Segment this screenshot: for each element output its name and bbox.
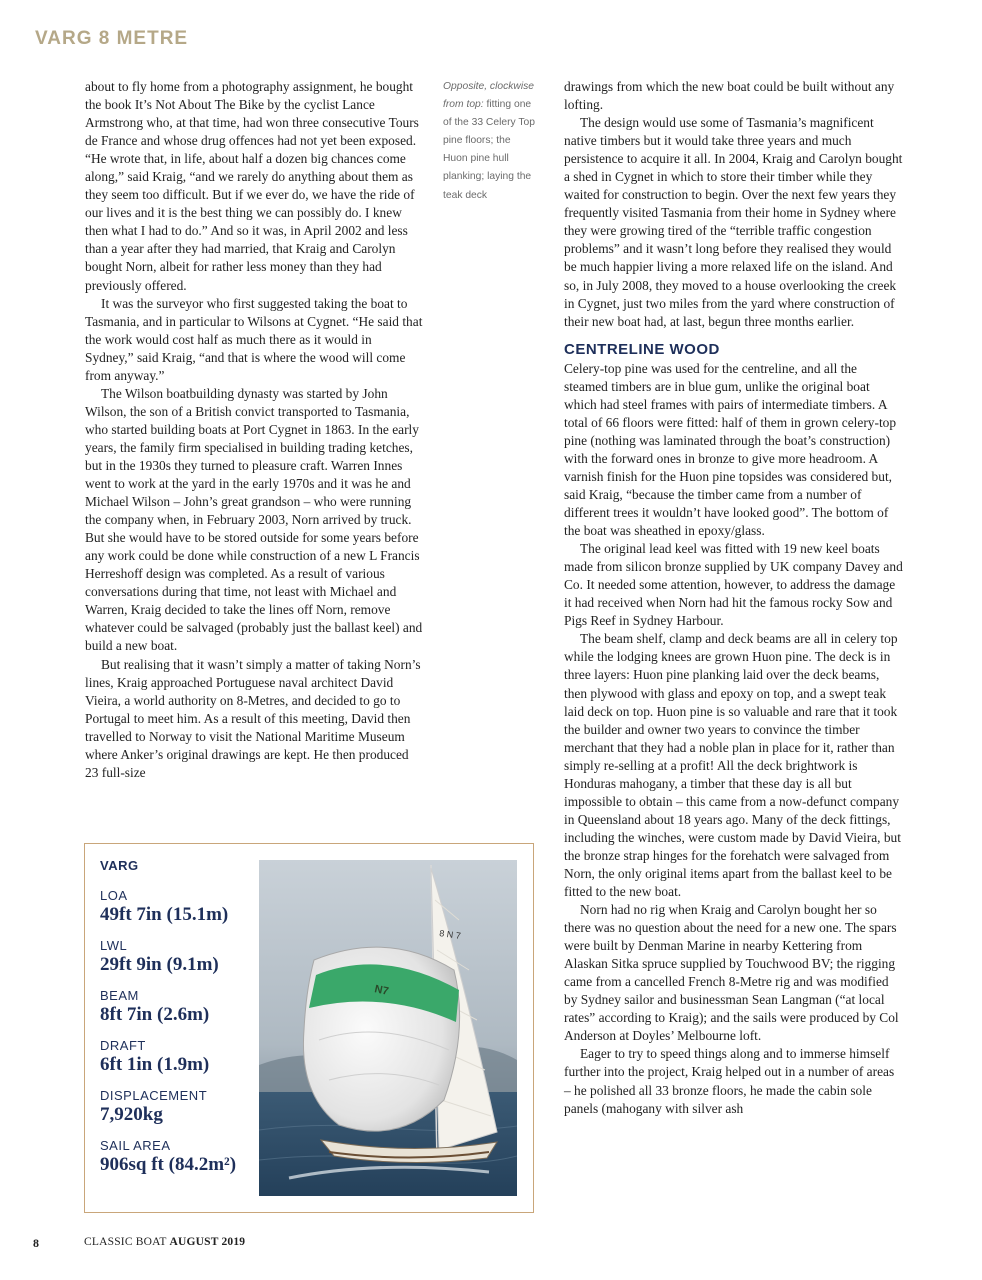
spec-label: BEAM (100, 988, 139, 1003)
yacht-photo (259, 860, 517, 1196)
paragraph: Norn had no rig when Kraig and Carolyn bought her so there was no question about the need for a new one. The spars were built by Denman Marine in nearby Kettering from Alaskan Sitka spruce supplied by Touchwood BV; the rigging came from a cancelled French 8-Metre rig and was modified by Sydney sailor and businessman Sean Langman (“at local rates” according to Kraig); and the sails were produced by Col Anderson at Doyles’ Melbourne loft. (564, 902, 899, 1044)
spec-value: 49ft 7in (15.1m) (100, 904, 229, 925)
photo-caption (443, 78, 538, 205)
mainsail-number: 8 N 7 (438, 928, 462, 941)
paragraph: The original lead keel was fitted with 19 new keel boats made from silicon bronze supplied by UK company Davey and Co. It needed some attention, however, to address the damage it had received when Norn had hit the famous rocky Sow and Pigs Reef in Sydney Harbour. (564, 541, 903, 629)
magazine-name: CLASSIC BOAT (84, 1236, 167, 1248)
paragraph: But realising that it wasn’t simply a matter of taking Norn’s lines, Kraig approached Portuguese naval architect David Vieira, a world authority on 8-Metres, and decided to go to Portugal to meet him. As a result of this meeting, David then travelled to Norway to visit the National Maritime Museum where Anker’s original drawings are kept. He then produced 23 full-size (85, 656, 421, 780)
caption-text: fitting one of the 33 Celery Top pine floors; the Huon pine hull planking; laying the teak deck (443, 99, 535, 201)
paragraph: The Wilson boatbuilding dynasty was started by John Wilson, the son of a British convict transported to Tasmania, who started building boats at Port Cygnet in 1863. In the early years, the family firm specialised in building trading ketches, but in the 1930s they turned to pleasure craft. Warren Innes went to work at the yard in the early 1970s and it was he and Michael Wilson – John’s great grandson – who were running the company when, in February 2003, Norn arrived by truck. But she would have to be stored outside for some years before any work could be done while construction of a new L Francis Herreshoff design was completed. As a result of various conversations during that time, not least with Michael and Warren, Kraig decided to take the lines off Norn, remove whatever could be salvaged (probably just the ballast keel) and build a new boat. (85, 385, 423, 654)
paragraph: Celery-top pine was used for the centreline, and all the steamed timbers are in blue gum, unlike the original boat which had steel frames with pairs of intermediate timbers. A total of 66 floors were fitted: half of them in grown celery-top pine (nothing was laminated through the boat’s construction) with the forward ones in bronze to give more headroom. A varnish finish for the Huon pine topsides was considered but, said Kraig, “because the timber came from a number of different trees it wouldn’t have looked good”. The bottom of the boat was sheathed in epoxy/glass. (564, 360, 897, 539)
column-left (85, 78, 423, 782)
section-header: VARG 8 METRE (35, 28, 189, 49)
spec-value: 8ft 7in (2.6m) (100, 1004, 210, 1025)
paragraph: The beam shelf, clamp and deck beams are all in celery top while the lodging knees are grown Huon pine. The deck is in three layers: Huon pine planking laid over the deck beams, then plywood with glass and epoxy on top, and a swept teak laid deck on top. Huon pine is so valuable and rare that it took the builder and owner two years to convince the timber merchant that they had a noble plan in place for it, rather than simply re-selling at a profit! All the deck brightwork is Honduras mahogany, a timber that these day is all but impossible to obtain – this came from a now-defunct company in Queensland about 18 years ago. Many of the deck fittings, including the winches, were custom made by David Vieira, but the bronze strap hinges for the forehatch were salvaged from Norn, the only original items apart from the ballast keel to be fitted to the new boat. (564, 631, 901, 900)
spinnaker-number: N7 (373, 983, 390, 998)
column-right (564, 78, 904, 1118)
spec-value: 29ft 9in (9.1m) (100, 954, 219, 975)
spec-label: LWL (100, 938, 128, 953)
paragraph: It was the surveyor who first suggested taking the boat to Tasmania, and in particular to Wilsons at Cygnet. “He said that the work would cost half as much there as it would in Sydney,” said Kraig, “and that is where the wood will come from anyway.” (85, 295, 423, 383)
spec-value: 906sq ft (84.2m²) (100, 1154, 237, 1175)
spec-value: 7,920kg (100, 1104, 163, 1125)
paragraph: The design would use some of Tasmania’s magnificent native timbers but it would take three years and much persistence to acquire it all. In 2004, Kraig and Carolyn bought a shed in Cygnet in which to store their timber while they waited for construction to begin. Over the next few years they frequently visited Tasmania from their home in Sydney where they were growing tired of the “terrible traffic congestion problems” and it wasn’t long before they realised they would be much happier living a more relaxed life on the island. And so, in July 2008, they moved to a house overlooking the creek in Cygnet, just two miles from the yard where construction of their new boat had, at last, begun three months earlier. (564, 115, 903, 329)
page-number: 8 (33, 1236, 39, 1250)
spec-label: DRAFT (100, 1038, 146, 1053)
subheading: CENTRELINE WOOD (564, 340, 720, 358)
paragraph: Eager to try to speed things along and to immerse himself further into the project, Kraig helped out in a number of areas – he polished all 33 bronze floors, he made the cabin sole panels (mahogany with silver ash (564, 1046, 895, 1116)
spec-label: DISPLACEMENT (100, 1088, 208, 1103)
spec-value: 6ft 1in (1.9m) (100, 1054, 210, 1075)
magazine-issue: AUGUST 2019 (169, 1236, 246, 1248)
magazine-footer (84, 1236, 245, 1248)
specs-list (100, 888, 260, 1188)
caption-lead: Opposite, clockwise from top: (443, 81, 534, 111)
yacht-illustration (259, 860, 517, 1196)
paragraph: about to fly home from a photography assignment, he bought the book It’s Not About The Bike by the cyclist Lance Armstrong who, at that time, had won three consecutive Tours de France and whose drug offences had not yet been exposed. “He wrote that, in life, about half a dozen big chances come along,” said Kraig, “and we rarely do anything about them as they seem too difficult. But if we ever do, we have the ride of our lives and it is the best thing we can possibly do. I knew then what I had to do.” And so it was, in April 2002 and less than a year after they had married, that Kraig and Carolyn bought Norn, albeit for rather less money than they had previously offered. (85, 79, 419, 293)
spec-label: LOA (100, 888, 128, 903)
specs-title: VARG (100, 858, 139, 873)
spec-label: SAIL AREA (100, 1138, 171, 1153)
paragraph: drawings from which the new boat could be built without any lofting. (564, 79, 895, 113)
